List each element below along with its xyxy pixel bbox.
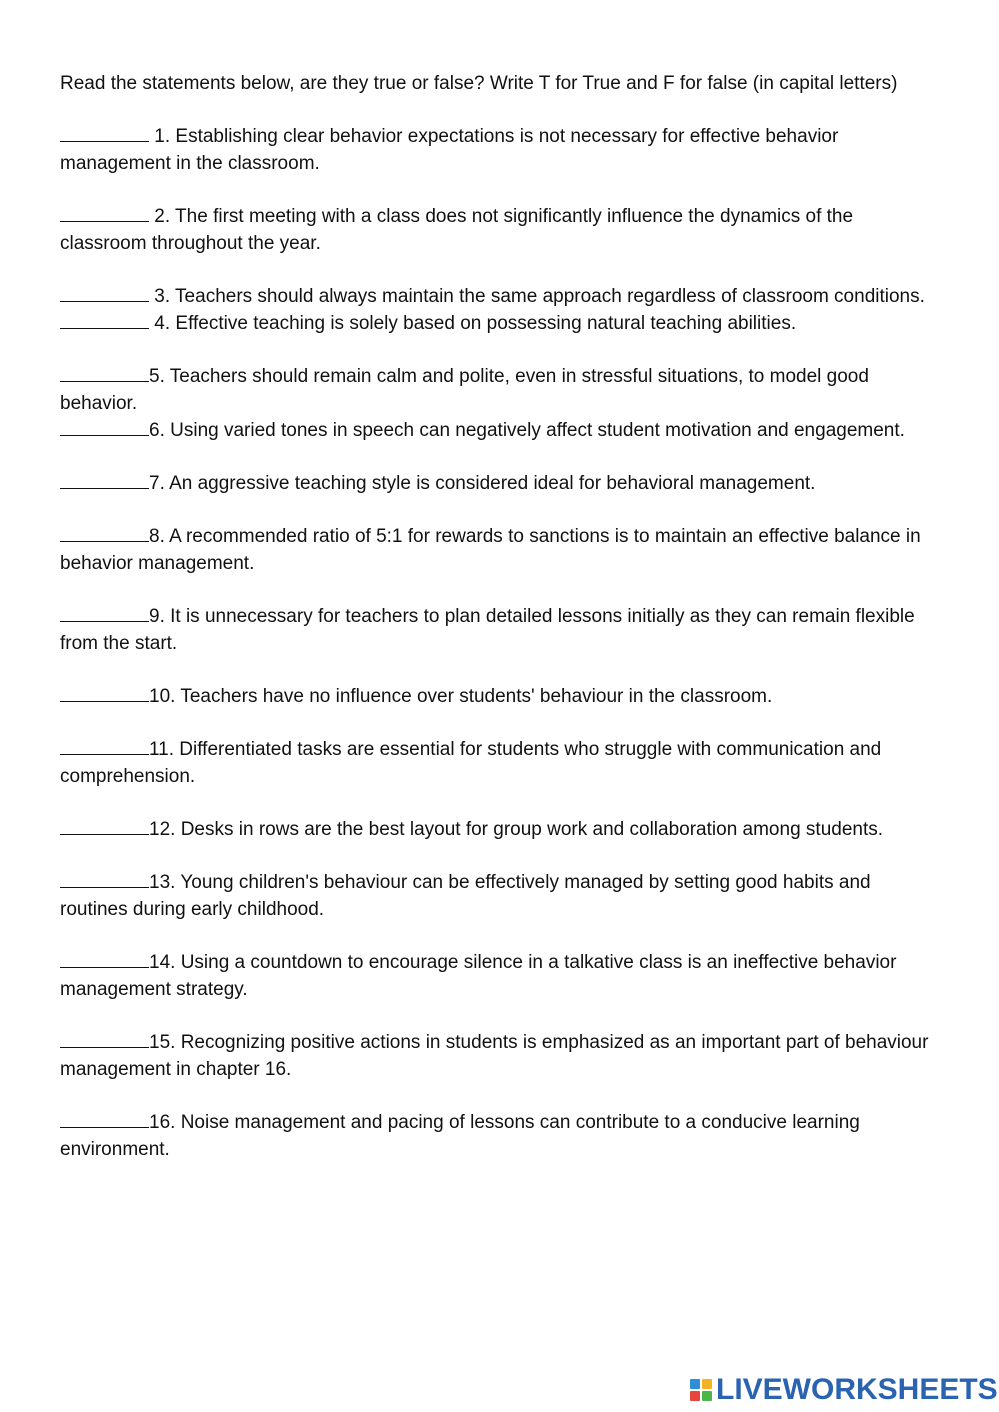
answer-blank-11[interactable] <box>60 737 149 755</box>
statement-11: 11. Differentiated tasks are essential for students who struggle with communication and comprehension. <box>60 739 882 787</box>
answer-blank-5[interactable] <box>60 364 149 382</box>
answer-blank-12[interactable] <box>60 817 149 835</box>
statement-5: 5. Teachers should remain calm and polite, even in stressful situations, to model good behavior. <box>60 366 869 414</box>
answer-blank-15[interactable] <box>60 1030 149 1048</box>
worksheet <box>60 70 940 1163</box>
answer-blank-8[interactable] <box>60 524 149 542</box>
answer-blank-6[interactable] <box>60 418 149 436</box>
mark-cell-3 <box>690 1391 700 1401</box>
statement-12: 12. Desks in rows are the best layout for group work and collaboration among students. <box>60 816 940 843</box>
answer-blank-7[interactable] <box>60 471 149 489</box>
statement-13: 13. Young children's behaviour can be effectively managed by setting good habits and routines during early childhood. <box>60 872 871 920</box>
statement-15: 15. Recognizing positive actions in students is emphasized as an important part of behaviour management in chapter 16. <box>60 1032 929 1080</box>
brand-name: LIVEWORKSHEETS <box>716 1373 998 1406</box>
mark-cell-4 <box>702 1391 712 1401</box>
statement-4: 4. Effective teaching is solely based on possessing natural teaching abilities. <box>60 310 940 337</box>
answer-blank-13[interactable] <box>60 870 149 888</box>
statement-1: 1. Establishing clear behavior expectations is not necessary for effective behavior management in the classroom. <box>60 126 839 174</box>
statement-10: 10. Teachers have no influence over students' behaviour in the classroom. <box>60 683 940 710</box>
answer-blank-2[interactable] <box>60 204 149 222</box>
liveworksheets-mark-icon <box>690 1379 712 1401</box>
statement-7: 7. An aggressive teaching style is considered ideal for behavioral management. <box>60 470 940 497</box>
answer-blank-10[interactable] <box>60 684 149 702</box>
statement-14: 14. Using a countdown to encourage silence in a talkative class is an ineffective behavior management strategy. <box>60 952 897 1000</box>
answer-blank-1[interactable] <box>60 124 149 142</box>
statement-16: 16. Noise management and pacing of lessons can contribute to a conducive learning environment. <box>60 1112 860 1160</box>
answer-blank-3[interactable] <box>60 284 149 302</box>
liveworksheets-logo <box>690 1370 998 1410</box>
statement-6: 6. Using varied tones in speech can negatively affect student motivation and engagement. <box>60 417 940 444</box>
answer-blank-16[interactable] <box>60 1110 149 1128</box>
mark-cell-2 <box>702 1379 712 1389</box>
answer-blank-9[interactable] <box>60 604 149 622</box>
answer-blank-14[interactable] <box>60 950 149 968</box>
statement-2: 2. The first meeting with a class does not significantly influence the dynamics of the classroom throughout the year. <box>60 206 854 254</box>
mark-cell-1 <box>690 1379 700 1389</box>
statement-3: 3. Teachers should always maintain the same approach regardless of classroom conditions. <box>60 283 940 310</box>
statement-8: 8. A recommended ratio of 5:1 for rewards to sanctions is to maintain an effective balance in behavior management. <box>60 526 921 574</box>
instructions-text: Read the statements below, are they true or false? Write T for True and F for false (in capital letters) <box>60 73 898 94</box>
answer-blank-4[interactable] <box>60 311 149 329</box>
statement-9: 9. It is unnecessary for teachers to plan detailed lessons initially as they can remain flexible from the start. <box>60 606 915 654</box>
